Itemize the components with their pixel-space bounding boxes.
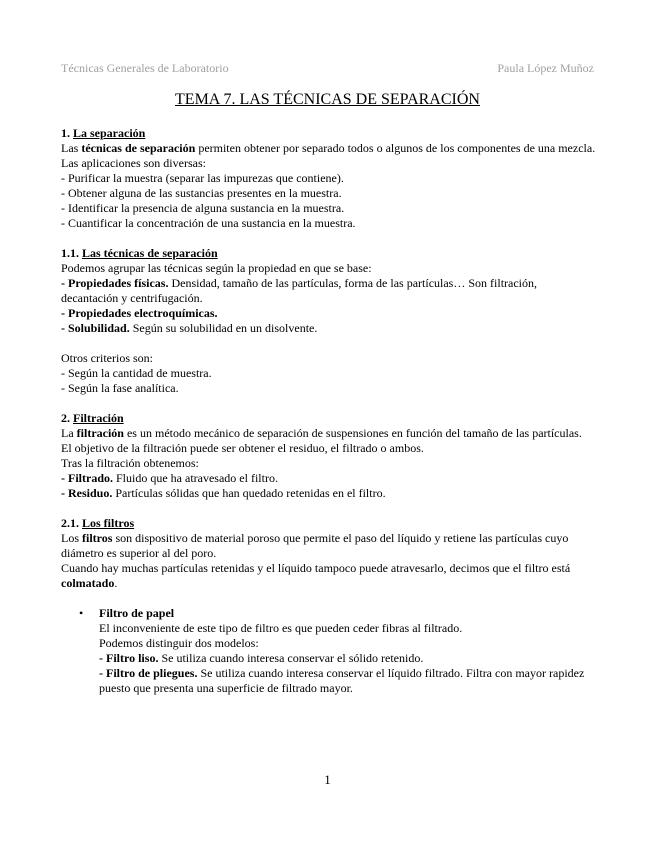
header-right: Paula López Muñoz	[497, 61, 594, 75]
bold-term: filtros	[82, 531, 113, 545]
section-number: 2.1.	[61, 516, 82, 530]
list-item: - Filtro liso. Se utiliza cuando interesa conservar el sólido retenido.	[99, 651, 424, 665]
list-item: - Cuantificar la concentración de una sustancia en la muestra.	[61, 216, 356, 230]
section-heading-2	[61, 411, 596, 426]
page-title: TEMA 7. LAS TÉCNICAS DE SEPARACIÓN	[175, 91, 480, 108]
bold-term: técnicas de separación	[81, 141, 196, 155]
paragraph: Podemos agrupar las técnicas según la propiedad en que se base:	[61, 261, 372, 275]
paragraph: Cuando hay muchas partículas retenidas y el líquido tampoco puede atravesarlo, decimos que el filtro está colmatado.	[61, 561, 571, 590]
section-number: 2.	[61, 411, 73, 425]
page-number: 1	[324, 772, 331, 787]
page-header	[61, 61, 594, 77]
paragraph: Podemos distinguir dos modelos:	[99, 636, 259, 650]
paragraph: Las aplicaciones son diversas:	[61, 156, 206, 170]
document-body	[61, 126, 596, 696]
section-title: Filtración	[73, 411, 124, 425]
section-title: Las técnicas de separación	[82, 246, 218, 260]
list-item: - Solubilidad. Según su solubilidad en un disolvente.	[61, 321, 318, 335]
list-item: - Según la fase analítica.	[61, 381, 179, 395]
list-item: - Propiedades electroquímicas.	[61, 306, 218, 320]
list-item: - Filtrado. Fluido que ha atravesado el filtro.	[61, 471, 278, 485]
list-item: - Filtro de pliegues. Se utiliza cuando interesa conservar el líquido filtrado. Filtra con mayor rapidez puesto que presenta una superficie de filtrado mayor.	[99, 666, 585, 695]
paragraph: Los filtros son dispositivo de material poroso que permite el paso del líquido y retiene las partículas cuyo diámetro es superior al del poro.	[61, 531, 569, 560]
bullet-dot-icon: •	[79, 606, 84, 620]
paragraph: La filtración es un método mecánico de separación de suspensiones en función del tamaño de las partículas.	[61, 426, 582, 440]
section-number: 1.1.	[61, 246, 82, 260]
header-left: Técnicas Generales de Laboratorio	[61, 61, 229, 75]
list-item: - Obtener alguna de las sustancias presentes en la muestra.	[61, 186, 342, 200]
section-heading-1-1	[61, 246, 596, 261]
list-item: - Según la cantidad de muestra.	[61, 366, 212, 380]
bold-term: colmatado	[61, 576, 115, 590]
bold-term: filtración	[76, 426, 124, 440]
bullet-item-filtro-papel	[61, 606, 596, 696]
section-heading-2-1	[61, 516, 596, 531]
list-item: - Residuo. Partículas sólidas que han quedado retenidas en el filtro.	[61, 486, 386, 500]
paragraph: Tras la filtración obtenemos:	[61, 456, 199, 470]
section-number: 1.	[61, 126, 73, 140]
list-item: - Identificar la presencia de alguna sustancia en la muestra.	[61, 201, 345, 215]
paragraph: Las técnicas de separación permiten obtener por separado todos o algunos de los componentes de una mezcla.	[61, 141, 596, 155]
paragraph: El objetivo de la filtración puede ser obtener el residuo, el filtrado o ambos.	[61, 441, 424, 455]
list-item: - Purificar la muestra (separar las impurezas que contiene).	[61, 171, 344, 185]
bullet-title: Filtro de papel	[99, 606, 175, 620]
section-heading-1	[61, 126, 596, 141]
paragraph: Otros criterios son:	[61, 351, 153, 365]
section-title: La separación	[73, 126, 146, 140]
list-item: - Propiedades físicas. Densidad, tamaño de las partículas, forma de las partículas… Son filtración, decantación y centrifugación.	[61, 276, 538, 305]
section-title: Los filtros	[82, 516, 135, 530]
paragraph: El inconveniente de este tipo de filtro es que pueden ceder fibras al filtrado.	[99, 621, 463, 635]
